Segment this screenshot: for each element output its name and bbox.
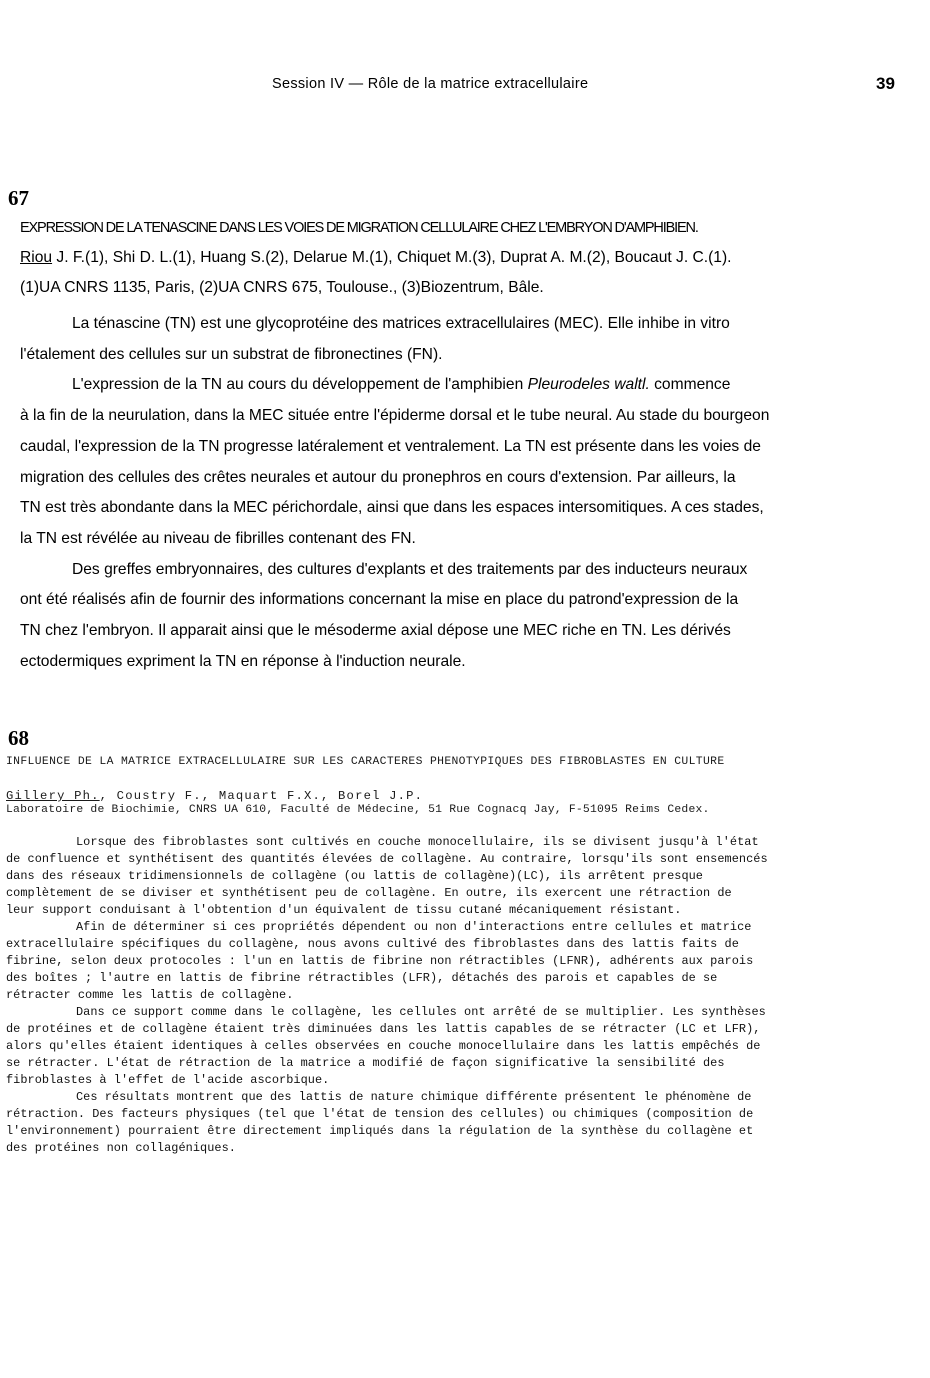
abstract-68 [6,756,916,1157]
text-line: TN est très abondante dans la MEC périchordale, ainsi que dans les espaces intersomitiques. A ces stades, [20,499,764,517]
abstract-67-paragraph-1 [20,309,900,370]
text-line: Afin de déterminer si ces propriétés dépendent ou non d'interactions entre cellules et matrice [76,920,752,934]
page-header [0,76,930,96]
text-line: l'environnement) pourraient être directement impliqués dans la régulation de la synthèse du collagène et [6,1124,754,1138]
text-line: des protéines non collagéniques. [6,1141,236,1155]
text-line: TN chez l'embryon. Il apparait ainsi que le mésoderme axial dépose une MEC riche en TN. Les dérivés [20,622,731,640]
abstract-67-number: 67 [8,186,29,210]
text-line: ont été réalisés afin de fournir des informations concernant la mise en place du patrond'expression de la [20,591,739,609]
text-segment: commence [649,376,731,394]
text-line: rétracter comme les lattis de collagène. [6,988,294,1002]
text-line: rétraction. Des facteurs physiques (tel que l'état de tension des cellules) ou chimiques (composition de [6,1107,754,1121]
text-line [20,370,900,401]
abstract-68-body [6,834,916,1157]
text-line: Ces résultats montrent que des lattis de nature chimique différente présentent le phénomène de [76,1090,752,1104]
abstract-67 [20,218,900,677]
text-line: complètement de se diviser et synthétisent peu de collagène. En outre, ils exercent une rétraction de [6,886,732,900]
text-line: l'étalement des cellules sur un substrat de fibronectines (FN). [20,345,443,363]
abstract-68-affiliation: Laboratoire de Biochimie, CNRS UA 610, Faculté de Médecine, 51 Rue Cognacq Jay, F-51095 Reims Cedex. [6,804,710,816]
text-line: de confluence et synthétisent des quantités élevées de collagène. Au contraire, lorsqu'ils sont ensemencés [6,852,768,866]
text-line: Lorsque des fibroblastes sont cultivés en couche monocellulaire, ils se divisent jusqu'à l'état [76,835,759,849]
text-line: Dans ce support comme dans le collagène, les cellules ont arrêté de se multiplier. Les synthèses [76,1005,766,1019]
text-line: fibrine, selon deux protocoles : l'un en lattis de fibrine non rétractibles (LFNR), adhérents aux parois [6,954,754,968]
abstract-68-title: INFLUENCE DE LA MATRICE EXTRACELLULAIRE SUR LES CARACTERES PHENOTYPIQUES DES FIBROBLASTES EN CULTURE [6,756,725,768]
page-number: 39 [876,74,895,93]
abstract-67-presenting-author: Riou [20,249,53,266]
text-line: à la fin de la neurulation, dans la MEC située entre l'épiderme dorsal et le tube neural. Au stade du bourgeon [20,407,770,425]
text-line: Des greffes embryonnaires, des cultures d'explants et des traitements par des inducteurs neuraux [72,560,748,578]
text-segment: L'expression de la TN au cours du développement de l'amphibien [72,376,528,394]
text-line: dans des réseaux tridimensionnels de collagène (ou lattis de collagène)(LC), ils arrêtent presque [6,869,703,883]
running-title: Session IV — Rôle de la matrice extracellulaire [272,76,589,92]
text-line: fibroblastes à l'effet de l'acide ascorbique. [6,1073,330,1087]
abstract-68-authors [6,789,916,803]
text-line: caudal, l'expression de la TN progresse latéralement et ventralement. La TN est présente dans les voies de [20,437,761,455]
abstract-67-paragraph-2 [20,370,900,554]
text-line: alors qu'elles étaient identiques à celles observées en couche monocellulaire dans les lattis empêchés de [6,1039,761,1053]
abstract-67-affiliations: (1)UA CNRS 1135, Paris, (2)UA CNRS 675, Toulouse., (3)Biozentrum, Bâle. [20,279,544,296]
text-line: extracellulaire spécifiques du collagène, nous avons cultivé des fibroblastes dans des lattis faits de [6,937,739,951]
species-name: Pleurodeles waltl. [527,376,650,394]
abstract-68-number: 68 [8,726,29,750]
abstract-67-authors [20,248,900,268]
abstract-67-title: EXPRESSION DE LA TENASCINE DANS LES VOIES DE MIGRATION CELLULAIRE CHEZ L'EMBRYON D'AMPHIBIEN. [20,220,698,236]
abstract-68-presenting-author: Gillery Ph. [6,789,100,803]
text-line: La ténascine (TN) est une glycoprotéine des matrices extracellulaires (MEC). Elle inhibe in vitro [72,315,730,332]
abstract-68-coauthors: , Coustry F., Maquart F.X., Borel J.P. [99,789,424,803]
text-line: des boîtes ; l'autre en lattis de fibrine rétractibles (LFR), détachés des parois et capables de se [6,971,718,985]
abstract-67-coauthors: J. F.(1), Shi D. L.(1), Huang S.(2), Delarue M.(1), Chiquet M.(3), Duprat A. M.(2), Boucaut J. C.(1). [52,249,732,266]
text-line: leur support conduisant à l'obtention d'un équivalent de tissu cutané mécaniquement résistant. [6,903,682,917]
text-line: se rétracter. L'état de rétraction de la matrice a modifié de façon significative la sensibilité des [6,1056,725,1070]
text-line: la TN est révélée au niveau de fibrilles contenant des FN. [20,529,416,547]
text-line: migration des cellules des crêtes neurales et autour du pronephros en cours d'extension. Par ailleurs, la [20,468,736,486]
abstract-67-paragraph-3 [20,555,900,678]
text-line: ectodermiques expriment la TN en réponse à l'induction neurale. [20,652,466,670]
text-line: de protéines et de collagène étaient très diminuées dans les lattis capables de se rétracter (LC et LFR), [6,1022,761,1036]
